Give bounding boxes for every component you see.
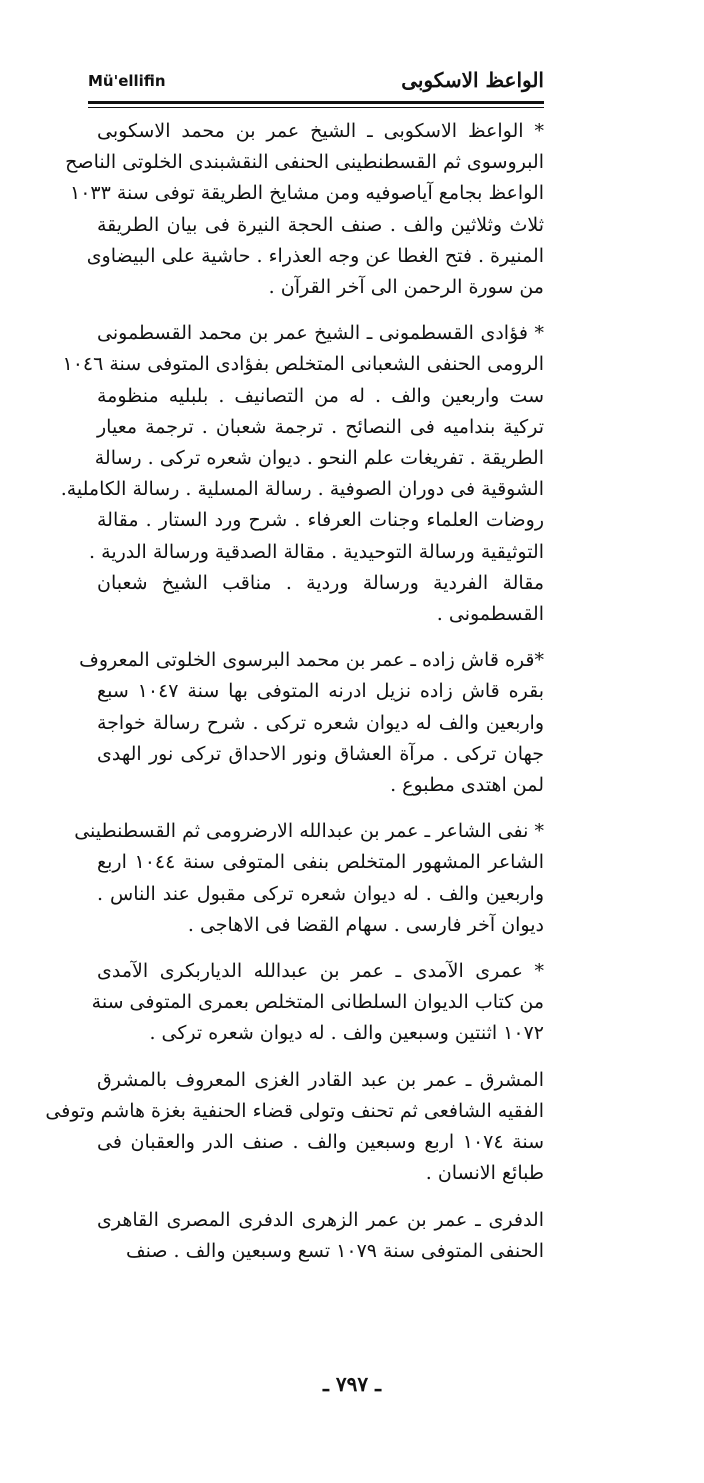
text-line: واربعين والف له ديوان شعره تركى . شرح رسالة خواجة <box>97 711 544 734</box>
page-number: ـ ٧٩٧ ـ <box>323 1372 381 1396</box>
text-line: الشوقية فى دوران الصوفية . رسالة المسلية . رسالة الكاملية. <box>60 478 544 501</box>
text-line: مقالة الفردية ورسالة وردية . مناقب الشيخ شعبان <box>97 571 544 594</box>
text-line: *قره قاش زاده ـ عمر بن محمد البرسوى الخلوتى المعروف <box>79 649 544 672</box>
biography-entry <box>79 645 544 801</box>
biography-entry <box>97 1205 544 1267</box>
biography-entry <box>65 116 544 303</box>
text-line: طبائع الانسان . <box>425 1162 544 1185</box>
text-line: المشرق ـ عمر بن عبد القادر الغزى المعروف بالمشرق <box>97 1068 544 1091</box>
biography-entry <box>91 956 544 1050</box>
entry-paragraph <box>97 1205 544 1267</box>
biography-entry <box>60 318 544 630</box>
entry-paragraph <box>79 645 544 801</box>
text-line: الحنفى المتوفى سنة ١٠٧٩ تسع وسبعين والف . صنف <box>125 1239 544 1262</box>
header-book-title: Mü'ellifin <box>88 72 166 90</box>
text-line: من كتاب الديوان السلطانى المتخلص بعمرى المتوفى سنة <box>91 991 544 1014</box>
text-line: ثلاث وثلاثين والف . صنف الحجة النيرة فى بيان الطريقة <box>97 213 544 236</box>
text-line: روضات العلماء وجنات العرفاء . شرح ورد الستار . مقالة <box>97 509 544 532</box>
running-header <box>88 68 544 102</box>
biography-entry <box>45 1065 544 1190</box>
text-line: البروسوى ثم القسطنطينى الحنفى النقشبندى الخلوتى الناصح <box>65 151 544 174</box>
header-entry-title: الواعظ الاسكوبى <box>401 68 544 92</box>
text-line: المنيرة . فتح الغطا عن وجه العذراء . حاشية على البيضاوى <box>86 244 544 267</box>
text-line: جهان تركى . مرآة العشاق ونور الاحداق تركى نور الهدى <box>97 742 544 765</box>
text-line: * فؤادى القسطمونى ـ الشيخ عمر بن محمد القسطمونى <box>97 322 544 345</box>
text-line: التوثيقية ورسالة التوحيدية . مقالة الصدقية ورسالة الدرية . <box>89 540 544 563</box>
text-line: * عمرى الآمدى ـ عمر بن عبدالله الدياربكرى الآمدى <box>97 960 544 983</box>
text-line: تركية بنداميه فى النصائح . ترجمة شعبان . ترجمة معيار <box>97 415 544 438</box>
text-line: واربعين والف . له ديوان شعره تركى مقبول عند الناس . <box>97 882 544 905</box>
text-line: الشاعر المشهور المتخلص بنفى المتوفى سنة ١٠٤٤ اربع <box>97 851 544 874</box>
header-rule-thin <box>88 107 544 108</box>
entry-paragraph <box>91 956 544 1050</box>
text-line: الطريقة . تفريغات علم النحو . ديوان شعره تركى . رسالة <box>94 447 544 470</box>
text-line: الواعظ بجامع آياصوفيه ومن مشايخ الطريقة توفى سنة ١٠٣٣ <box>70 182 544 205</box>
text-line: * نفى الشاعر ـ عمر بن عبدالله الارضرومى ثم القسطنطينى <box>74 820 544 843</box>
text-line: من سورة الرحمن الى آخر القرآن . <box>268 276 544 299</box>
header-rule-thick <box>88 101 544 104</box>
text-line: * الواعظ الاسكوبى ـ الشيخ عمر بن محمد الاسكوبى <box>97 120 544 142</box>
text-body <box>45 116 544 1282</box>
text-line: سنة ١٠٧٤ اربع وسبعين والف . صنف الدر والعقبان فى <box>97 1131 544 1154</box>
entry-paragraph <box>65 116 544 303</box>
biography-entry <box>74 816 544 941</box>
text-line: الفقيه الشافعى ثم تحنف وتولى قضاء الحنفية بغزة هاشم وتوفى <box>45 1099 544 1122</box>
text-line: الرومى الحنفى الشعبانى المتخلص بفؤادى المتوفى سنة ١٠٤٦ <box>62 353 544 376</box>
text-line: بقره قاش زاده نزيل ادرنه المتوفى بها سنة ١٠٤٧ سبع <box>97 680 544 703</box>
text-line: الدفرى ـ عمر بن عمر الزهرى الدفرى المصرى القاهرى <box>97 1208 544 1231</box>
entry-paragraph <box>45 1065 544 1190</box>
text-line: ١٠٧٢ اثنتين وسبعين والف . له ديوان شعره تركى . <box>149 1022 544 1045</box>
text-line: ست واربعين والف . له من التصانيف . بلبليه منظومة <box>97 384 544 407</box>
text-line: لمن اهتدى مطبوع . <box>390 774 544 797</box>
text-line: القسطمونى . <box>436 603 544 626</box>
text-line: ديوان آخر فارسى . سهام القضا فى الاهاجى . <box>187 913 544 936</box>
entry-paragraph <box>60 318 544 630</box>
entry-paragraph <box>74 816 544 941</box>
